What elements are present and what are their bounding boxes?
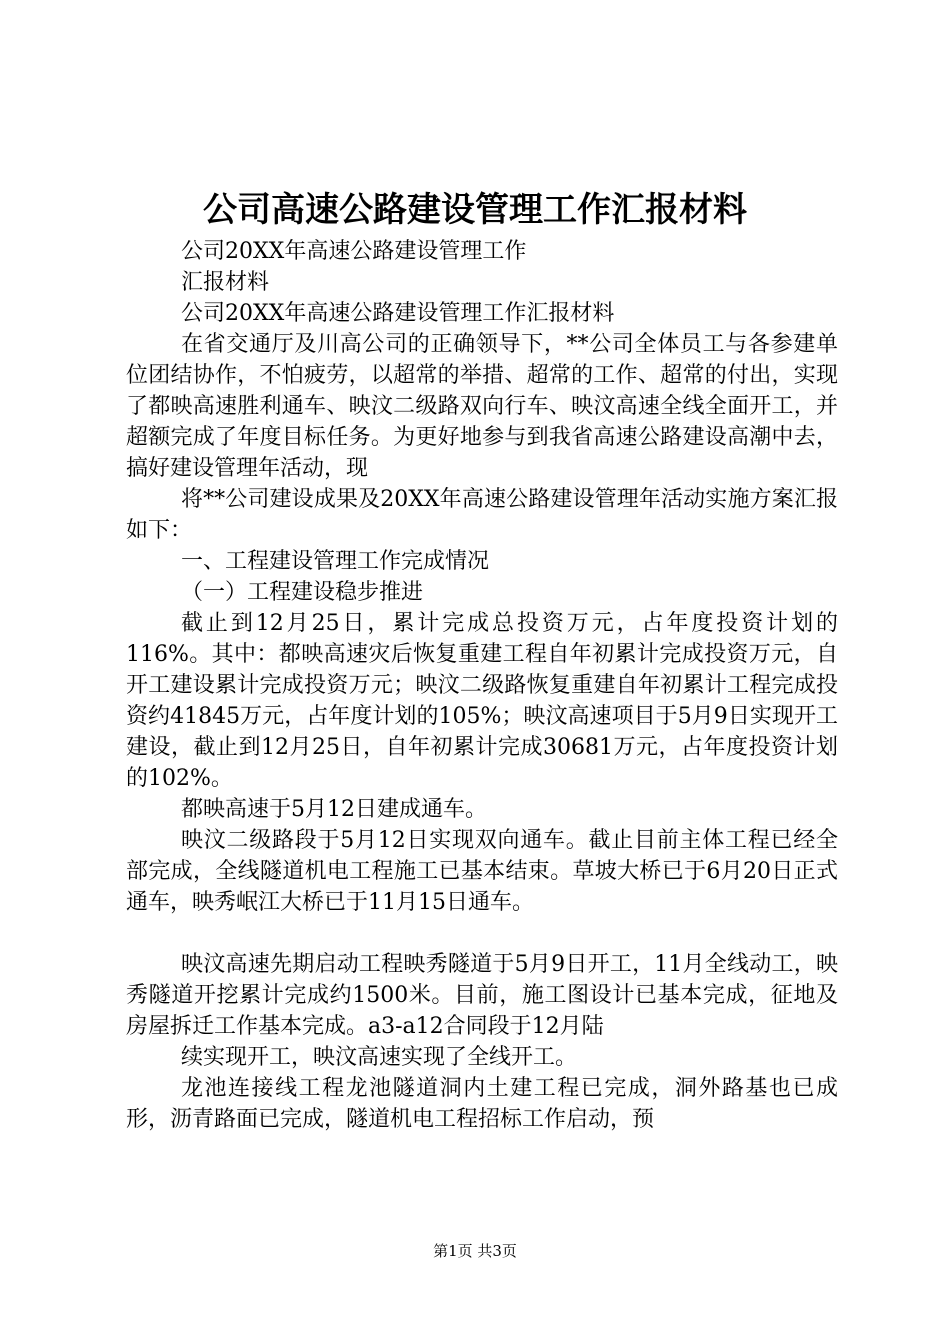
- document-body: [126, 236, 838, 1135]
- page-footer: 第1页 共3页: [433, 1242, 517, 1260]
- subsection-heading-1: （一）工程建设稳步推进: [181, 580, 424, 605]
- paragraph-yingwen-expressway: 映汶高速先期启动工程映秀隧道于5月9日开工，11月全线动工，映秀隧道开挖累计完成约1500米。目前，施工图设计已基本完成，征地及房屋拆迁工作基本完成。a3-a12合同段于12月陆: [126, 952, 838, 1039]
- paragraph-duying-opening: 都映高速于5月12日建成通车。: [181, 797, 487, 822]
- paragraph-intro-continued: 将**公司建设成果及20XX年高速公路建设管理年活动实施方案汇报如下：: [126, 487, 838, 543]
- paragraph-subtitle-line-2: 汇报材料: [181, 270, 270, 295]
- paragraph-yingwen-continued: 续实现开工，映汶高速实现了全线开工。: [181, 1045, 578, 1070]
- paragraph-yingwen-road: 映汶二级路段于5月12日实现双向通车。截止目前主体工程已经全部完成，全线隧道机电工程施工已基本结束。草坡大桥已于6月20日正式通车，映秀岷江大桥已于11月15日通车。: [126, 828, 838, 915]
- document-title: 公司高速公路建设管理工作汇报材料: [203, 190, 747, 230]
- paragraph-investment: 截止到12月25日，累计完成总投资万元，占年度投资计划的116%。其中：都映高速灾后恢复重建工程自年初累计完成投资万元，自开工建设累计完成投资万元；映汶二级路恢复重建自年初累计工程完成投资约41845万元，占年度计划的105%；映汶高速项目于5月9日实现开工建设，截止到12月25日，自年初累计完成30681万元，占年度投资计划的102%。: [126, 611, 838, 791]
- paragraph-longchi: 龙池连接线工程龙池隧道洞内土建工程已完成，洞外路基也已成形，沥青路面已完成，隧道机电工程招标工作启动，预: [126, 1076, 838, 1132]
- paragraph-subtitle-line-1: 公司20XX年高速公路建设管理工作: [181, 239, 527, 264]
- section-heading-1: 一、工程建设管理工作完成情况: [181, 549, 490, 574]
- paragraph-intro: 在省交通厅及川高公司的正确领导下，**公司全体员工与各参建单位团结协作，不怕疲劳，以超常的举措、超常的工作、超常的付出，实现了都映高速胜利通车、映汶二级路双向行车、映汶高速全线全面开工，并超额完成了年度目标任务。为更好地参与到我省高速公路建设高潮中去，搞好建设管理年活动，现: [126, 332, 838, 481]
- blank-line: [126, 918, 838, 949]
- paragraph-subtitle-full: 公司20XX年高速公路建设管理工作汇报材料: [181, 301, 615, 326]
